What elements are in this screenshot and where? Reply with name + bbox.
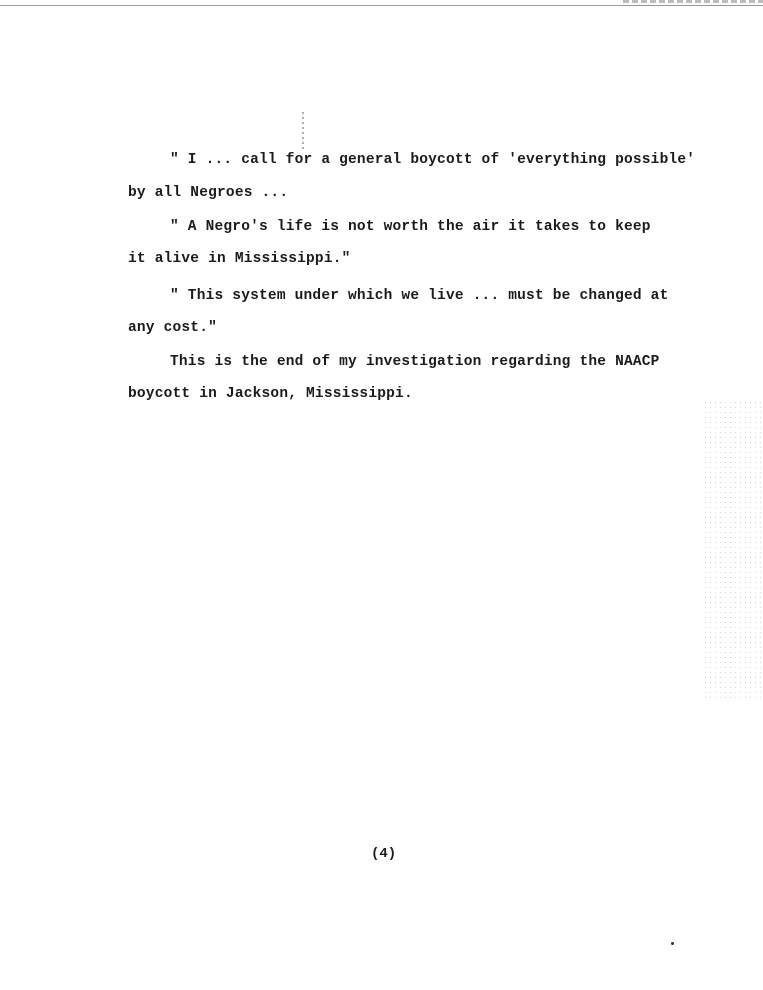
top-edge-marks — [623, 0, 763, 3]
closing-line-2: boycott in Jackson, Mississippi. — [128, 386, 413, 402]
scan-noise — [703, 400, 763, 700]
scan-dot — [671, 942, 674, 945]
page-number: (4) — [371, 846, 397, 862]
quote-2-line-1: " A Negro's life is not worth the air it takes to keep — [170, 219, 651, 235]
quote-1-line-1: " I ... call for a general boycott of 'everything possible' — [170, 152, 696, 168]
top-rule — [0, 5, 763, 6]
closing-line-1: This is the end of my investigation regarding the NAACP — [170, 354, 660, 370]
scan-speck-mark — [302, 112, 304, 152]
quote-3-line-2: any cost." — [128, 320, 218, 336]
quote-3-line-1: " This system under which we live ... must be changed at — [170, 288, 669, 304]
quote-1-line-2: by all Negroes ... — [128, 185, 289, 201]
quote-2-line-2: it alive in Mississippi." — [128, 251, 351, 267]
